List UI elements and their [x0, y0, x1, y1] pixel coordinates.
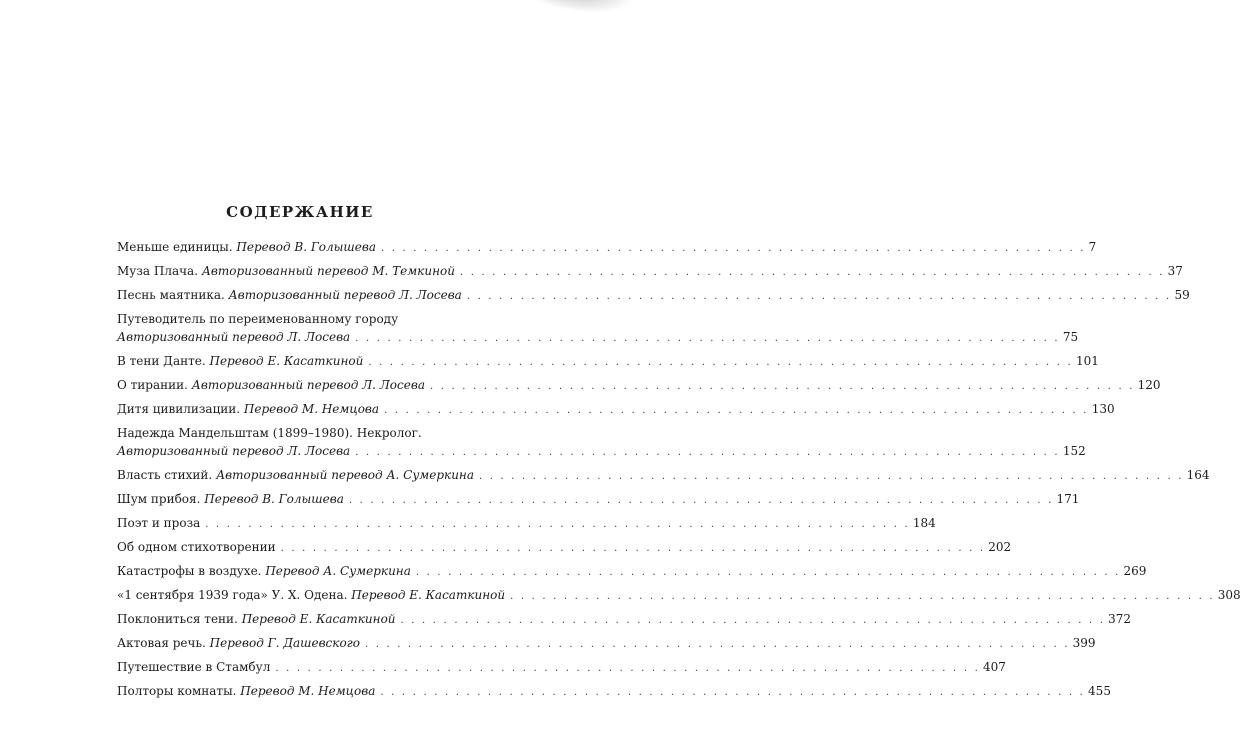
entry-translator: Авторизованный перевод А. Сумеркина: [216, 468, 474, 482]
leader-dots: [368, 355, 1073, 370]
page-number: 407: [982, 660, 1006, 674]
entry-title: Надежда Мандельштам (1899–1980). Некролог.: [117, 426, 422, 440]
leader-dots: [384, 403, 1089, 418]
toc-entry[interactable]: [117, 312, 1079, 345]
page-number: 59: [1174, 288, 1190, 302]
page-number: 101: [1075, 354, 1099, 368]
entry-title: Власть стихий.: [117, 468, 213, 482]
leader-dots: [380, 685, 1085, 700]
entry-title: Путеводитель по переименованному городу: [117, 312, 399, 326]
entry-title: Дитя цивилизации.: [117, 402, 241, 416]
toc-entry[interactable]: [117, 288, 1190, 303]
entry-title: Путешествие в Стамбул: [117, 660, 271, 674]
page-number: 75: [1062, 330, 1079, 344]
toc-entry[interactable]: [117, 540, 1012, 555]
leader-dots: [355, 331, 1060, 346]
page-number: 120: [1137, 378, 1161, 392]
leader-dots: [205, 517, 910, 532]
toc-entry[interactable]: [117, 378, 1161, 393]
entry-title: «1 сентября 1939 года» У. Х. Одена.: [117, 588, 348, 602]
page-number: 269: [1123, 564, 1147, 578]
toc-entry[interactable]: [117, 684, 1111, 699]
entry-title: Полторы комнаты.: [117, 684, 237, 698]
page-number: 202: [988, 540, 1012, 554]
entry-translator: Авторизованный перевод Л. Лосева: [117, 330, 351, 344]
page-number: 308: [1217, 588, 1241, 602]
toc-entry[interactable]: [117, 264, 1183, 279]
leader-dots: [430, 379, 1135, 394]
leader-dots: [349, 493, 1054, 508]
page-corner-shadow: [518, 0, 632, 17]
page-number: 372: [1108, 612, 1132, 626]
toc-entry[interactable]: [117, 516, 936, 531]
toc-entry[interactable]: [117, 240, 1097, 255]
leader-dots: [355, 445, 1060, 460]
page-number: 130: [1091, 402, 1115, 416]
entry-translator: Перевод А. Сумеркина: [265, 564, 411, 578]
leader-dots: [510, 589, 1215, 604]
toc-entry[interactable]: [117, 492, 1080, 507]
entry-translator: Перевод М. Немцова: [240, 684, 376, 698]
page-number: 7: [1088, 240, 1097, 254]
toc-entry[interactable]: [117, 636, 1096, 651]
toc-entry[interactable]: [117, 612, 1132, 627]
entry-translator: Перевод В. Голышева: [236, 240, 377, 254]
entry-title: Поклониться тени.: [117, 612, 238, 626]
entry-translator: Перевод Г. Дашевского: [209, 636, 360, 650]
entry-translator: Перевод Е. Касаткиной: [241, 612, 396, 626]
page-number: 455: [1088, 684, 1111, 698]
leader-dots: [281, 541, 986, 556]
leader-dots: [401, 613, 1106, 628]
entry-title: Актовая речь.: [117, 636, 206, 650]
toc-entry[interactable]: [117, 426, 1086, 459]
leader-dots: [275, 661, 980, 676]
entry-translator: Перевод Е. Касаткиной: [209, 354, 364, 368]
toc-entry[interactable]: [117, 588, 1241, 603]
entry-translator: Авторизованный перевод Л. Лосева: [191, 378, 425, 392]
entry-title: Песнь маятника.: [117, 288, 225, 302]
entry-title: Шум прибоя.: [117, 492, 201, 506]
entry-translator: Перевод Е. Касаткиной: [351, 588, 506, 602]
leader-dots: [416, 565, 1121, 580]
toc-entry[interactable]: [117, 402, 1115, 417]
entry-title: Об одном стихотворении: [117, 540, 276, 554]
toc-entry[interactable]: [117, 468, 1210, 483]
toc-heading: СОДЕРЖАНИЕ: [226, 203, 374, 221]
leader-dots: [381, 241, 1086, 256]
toc-entry[interactable]: [117, 564, 1147, 579]
entry-title: В тени Данте.: [117, 354, 206, 368]
entry-translator: Авторизованный перевод Л. Лосева: [228, 288, 462, 302]
toc-entry[interactable]: [117, 660, 1006, 675]
leader-dots: [479, 469, 1184, 484]
page-number: 164: [1186, 468, 1210, 482]
table-of-contents: [117, 240, 1241, 699]
page-number: 399: [1072, 636, 1096, 650]
entry-translator: Авторизованный перевод Л. Лосева: [117, 444, 351, 458]
entry-translator: Авторизованный перевод М. Темкиной: [201, 264, 455, 278]
entry-title: Катастрофы в воздухе.: [117, 564, 262, 578]
page-number: 152: [1062, 444, 1086, 458]
entry-title: Меньше единицы.: [117, 240, 233, 254]
entry-translator: Перевод М. Немцова: [243, 402, 380, 416]
leader-dots: [365, 637, 1070, 652]
leader-dots: [460, 265, 1165, 280]
entry-title: Поэт и проза: [117, 516, 201, 530]
entry-title: О тирании.: [117, 378, 188, 392]
entry-translator: Перевод В. Голышева: [204, 492, 344, 506]
entry-title: Муза Плача.: [117, 264, 199, 278]
page-number: 171: [1056, 492, 1080, 506]
page-number: 37: [1167, 264, 1183, 278]
page-number: 184: [912, 516, 936, 530]
toc-entry[interactable]: [117, 354, 1099, 369]
leader-dots: [467, 289, 1172, 304]
